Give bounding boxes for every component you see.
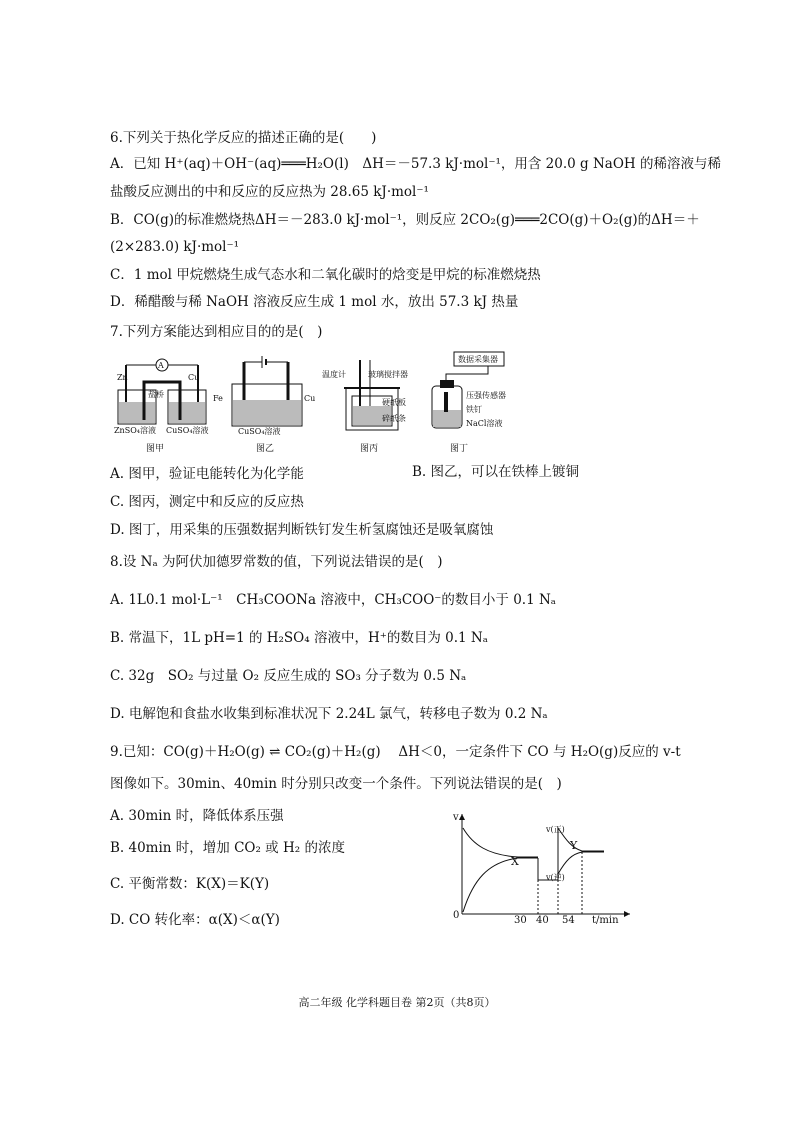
- ding-nail-label: 铁钉: [466, 405, 482, 414]
- bing-caption: 图丙: [360, 444, 379, 454]
- q9-option-d: D. CO 转化率：α(X)＜α(Y): [110, 912, 280, 928]
- y-axis-arrow: [459, 814, 465, 820]
- yi-cu-label: Cu: [304, 394, 316, 403]
- q9-vt-graph: [448, 810, 638, 925]
- yi-solution: CuSO₄溶液: [238, 427, 281, 436]
- q6-option-a-line1: A．已知 H⁺(aq)＋OH⁻(aq)═══H₂O(l) ΔH＝－57.3 kJ·mol⁻¹，用含 20.0 g NaOH 的稀溶液与稀: [110, 156, 721, 172]
- q8-stem: 8.设 Nₐ 为阿伏加德罗常数的值，下列说法错误的是( ): [110, 554, 443, 570]
- q8-option-a: A. 1L0.1 mol·L⁻¹ CH₃COONa 溶液中，CH₃COO⁻的数目小于 0.1 Nₐ: [110, 592, 556, 608]
- ding-collector-label: 数据采集器: [458, 355, 498, 364]
- ding-caption: 图丁: [450, 444, 469, 454]
- x-axis-arrow: [624, 911, 630, 917]
- q9-stem-line2: 图像如下。30min、40min 时分别只改变一个条件。下列说法错误的是( ): [110, 776, 562, 792]
- ding-sensor-label: 压强传感器: [466, 391, 506, 400]
- q6-option-b-line2: (2×283.0) kJ·mol⁻¹: [110, 239, 240, 255]
- graph-point-y: Y: [570, 839, 578, 852]
- q9-stem-line1: 9.已知：CO(g)＋H₂O(g) ⇌ CO₂(g)＋H₂(g) ΔH＜0，一定条件下 CO 与 H₂O(g)反应的 v-t: [110, 744, 681, 760]
- graph-tick-54: 54: [562, 915, 575, 926]
- graph-x-label: t/min: [592, 915, 619, 926]
- q6-option-c: C．1 mol 甲烷燃烧生成气态水和二氧化碳时的焓变是甲烷的标准燃烧热: [110, 267, 541, 283]
- jia-left-solution: ZnSO₄溶液: [114, 426, 156, 435]
- jia-right-solution: CuSO₄溶液: [166, 426, 209, 435]
- jia-zn-label: Zn: [117, 373, 128, 382]
- q7-option-b: B. 图乙，可以在铁棒上镀铜: [412, 464, 580, 480]
- jia-salt-bridge-label: 盐桥: [148, 390, 164, 399]
- ding-solution-label: NaCl溶液: [466, 419, 503, 428]
- q6-option-b-line1: B．CO(g)的标准燃烧热ΔH＝－283.0 kJ·mol⁻¹，则反应 2CO₂(g)═══2CO(g)＋O₂(g)的ΔH＝＋: [110, 212, 700, 228]
- page-footer: 高二年级 化学科题目卷 第2页（共8页）: [298, 996, 496, 1009]
- graph-point-x: X: [511, 855, 519, 868]
- q7-option-a: A. 图甲，验证电能转化为化学能: [110, 466, 304, 482]
- q7-option-c: C. 图丙，测定中和反应的反应热: [110, 494, 304, 510]
- q6-stem: 6.下列关于热化学反应的描述正确的是( ): [110, 130, 377, 146]
- graph-tick-30: 30: [514, 915, 527, 926]
- q9-option-c: C. 平衡常数：K(X)＝K(Y): [110, 876, 270, 892]
- graph-y-label: v: [453, 812, 459, 823]
- q9-option-b: B. 40min 时，增加 CO₂ 或 H₂ 的浓度: [110, 840, 345, 856]
- jia-cu-label: Cu: [188, 373, 200, 382]
- q7-option-d: D. 图丁，用采集的压强数据判断铁钉发生析氢腐蚀还是吸氧腐蚀: [110, 522, 494, 538]
- jia-meter-label: A: [158, 361, 164, 370]
- graph-origin: 0: [453, 910, 460, 921]
- yi-caption: 图乙: [256, 444, 275, 454]
- q6-option-d: D．稀醋酸与稀 NaOH 溶液反应生成 1 mol 水，放出 57.3 kJ 热量: [110, 294, 519, 310]
- q7-stem: 7.下列方案能达到相应目的的是( ): [110, 324, 323, 340]
- jia-caption: 图甲: [146, 444, 165, 454]
- q8-option-b: B. 常温下，1L pH=1 的 H₂SO₄ 溶液中，H⁺的数目为 0.1 Nₐ: [110, 630, 488, 646]
- bing-board-label: 硬纸板: [382, 398, 406, 407]
- bing-thermometer-label: 温度计: [322, 370, 346, 379]
- graph-v-reverse-label: v(逆): [546, 873, 565, 882]
- q8-option-c: C. 32g SO₂ 与过量 O₂ 反应生成的 SO₃ 分子数为 0.5 Nₐ: [110, 668, 467, 684]
- graph-tick-40: 40: [536, 915, 549, 926]
- bing-scraps-label: 碎纸条: [382, 414, 406, 423]
- bing-stirrer-label: 玻璃搅拌器: [368, 370, 408, 379]
- q7-figure-yi: [226, 350, 310, 435]
- graph-v-forward-label: v(正): [546, 825, 565, 834]
- q8-option-d: D. 电解饱和食盐水收集到标准状况下 2.24L 氯气，转移电子数为 0.2 Nₐ: [110, 706, 548, 722]
- v-reverse-curve-1: [463, 858, 538, 912]
- q6-option-a-line2: 盐酸反应测出的中和反应的反应热为 28.65 kJ·mol⁻¹: [110, 184, 429, 200]
- yi-fe-label: Fe: [213, 394, 223, 403]
- v-forward-curve-1: [463, 828, 538, 857]
- q9-option-a: A. 30min 时，降低体系压强: [110, 808, 284, 824]
